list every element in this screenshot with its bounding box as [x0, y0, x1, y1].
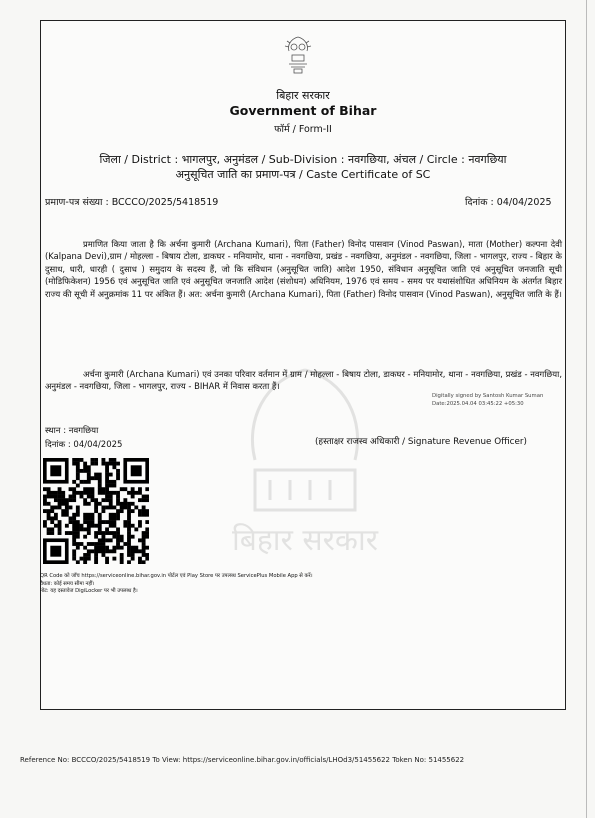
issue-date: दिनांक : 04/04/2025 — [465, 197, 552, 208]
watermark-text: बिहार सरकार — [231, 523, 379, 558]
form-label: फॉर्म / Form-II — [274, 124, 332, 135]
location-line: जिला / District : भागलपुर, अनुमंडल / Sub-Division : नवगछिया, अंचल / Circle : नवगछिया — [99, 153, 507, 166]
residence-paragraph: अर्चना कुमारी (Archana Kumari) एवं उनका परिवार वर्तमान में ग्राम / मोहल्ला - बिषाय टोला, डाकघर - मनियामोर, थाना - नवगछिया, प्रखंड - नवगछिया, अनुमंडल - नवगछिया, जिला - भागलपुर, राज्य - BIHAR में निवास करता हैं। — [45, 369, 562, 392]
digital-signature — [432, 393, 543, 408]
validity-note: वैधता: कोई समय सीमा नहीं। — [40, 581, 95, 587]
qr-code[interactable] — [43, 458, 149, 564]
reference-line: Reference No: BCCCO/2025/5418519 To View: https://serviceonline.bihar.gov.in/officials/LHOd3/51455622 Token No: 51455622 — [20, 756, 465, 764]
certificate-number: प्रमाण-पत्र संख्या : BCCCO/2025/5418519 — [45, 197, 219, 208]
qr-verification-note: QR Code को जाँच https://serviceonline.bihar.gov.in पोर्टल एवं Play Store पर उपलब्ध ServicePlus Mobile App से करें। — [40, 573, 313, 579]
digital-signature-date: Date:2025.04.04 03:45:22 +05:30 — [432, 400, 524, 407]
certification-paragraph: प्रमाणित किया जाता है कि अर्चना कुमारी (Archana Kumari), पिता (Father) विनोद पासवान (Vinod Paswan), माता (Mother) कल्पना देवी (Kalpana Devi),ग्राम / मोहल्ला - बिषाय टोला, डाकघर - मनियामोर, थाना - नवगछिया, प्रखंड - नवगछिया, अनुमंडल - नवगछिया, जिला - भागलपुर, राज्य - बिहार के दुसाध, धारी, धारही ( दुसाध ) समुदाय के सदस्य हैं, जो कि संविधान (अनुसूचित जाति) आदेश 1950, संविधान अनुसूचित जाति एवं अनुसूचित जनजाति सूची (मोडिफिकेशन) 1956 एवं अनुसूचित जाति एवं अनुसूचित जनजाति आदेश (संशोधन) अधिनियम, 1976 एवं समय - समय पर यथासंशोधित अधिनियम के अंतर्गत बिहार राज्य की सूची में अनुक्रमांक 11 पर अंकित हैं। अत: अर्चना कुमारी (Archana Kumari), पिता (Father) विनोद पासवान (Vinod Paswan), अनुसूचित जाति के हैं। — [45, 239, 562, 299]
bihar-emblem-icon — [281, 33, 315, 75]
state-hindi-heading: बिहार सरकार — [276, 89, 330, 102]
footer-date: दिनांक : 04/04/2025 — [45, 440, 123, 450]
officer-signature-label: (हस्ताक्षर राजस्व अधिकारी / Signature Revenue Officer) — [315, 437, 527, 447]
digilocker-note: नोट: यह दस्तावेज DigiLocker पर भी उपलब्ध है। — [40, 588, 138, 594]
digital-signature-name: Digitally signed by Santosh Kumar Suman — [432, 393, 544, 399]
certificate-title: अनुसूचित जाति का प्रमाण-पत्र / Caste Certificate of SC — [175, 168, 431, 181]
government-heading: Government of Bihar — [229, 103, 377, 118]
page-edge-line — [586, 0, 587, 818]
place-label: स्थान : नवगछिया — [45, 426, 99, 436]
